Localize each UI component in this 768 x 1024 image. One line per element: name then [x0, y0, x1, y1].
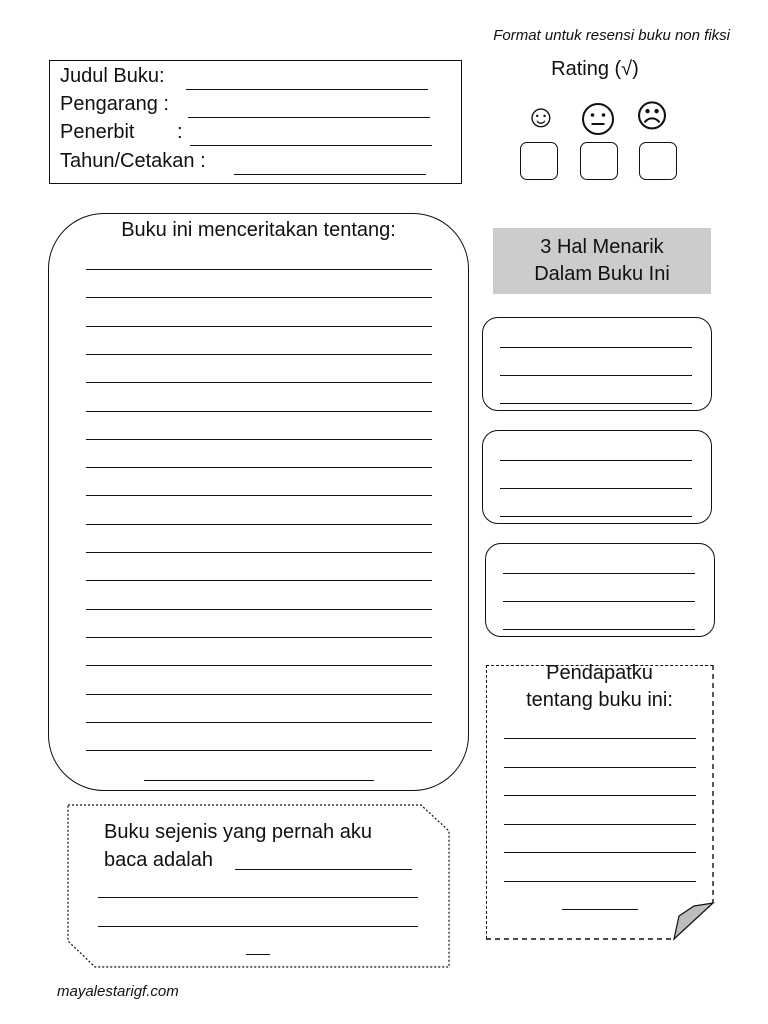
interesting-point-line[interactable] — [503, 573, 695, 574]
interesting-point-line[interactable] — [500, 347, 692, 348]
interesting-point-line[interactable] — [500, 488, 692, 489]
format-note: Format untuk resensi buku non fiksi — [493, 27, 730, 44]
title-label: Judul Buku: — [60, 65, 165, 87]
story-writing-line[interactable] — [86, 722, 432, 723]
author-blank[interactable] — [188, 117, 430, 118]
rating-title: Rating (√) — [551, 58, 639, 80]
similar-books-line1: Buku sejenis yang pernah aku — [104, 821, 372, 843]
story-box — [48, 213, 469, 791]
similar-books-prompt — [104, 818, 372, 874]
story-writing-line[interactable] — [86, 411, 432, 412]
interesting-point-line[interactable] — [500, 375, 692, 376]
interesting-point-line[interactable] — [503, 629, 695, 630]
story-writing-line[interactable] — [86, 524, 432, 525]
story-title: Buku ini menceritakan tentang: — [121, 219, 396, 241]
similar-books-line2: baca adalah — [104, 849, 213, 871]
page-curl-icon — [674, 903, 713, 939]
frowning-face-icon: ☹ — [635, 98, 669, 134]
story-writing-line[interactable] — [86, 665, 432, 666]
story-writing-line[interactable] — [86, 326, 432, 327]
opinion-writing-line[interactable] — [504, 824, 696, 825]
similar-books-line[interactable] — [98, 926, 418, 927]
story-writing-line[interactable] — [86, 269, 432, 270]
year-label: Tahun/Cetakan : — [60, 150, 206, 172]
opinion-writing-line[interactable] — [504, 738, 696, 739]
footer-credit: mayalestarigf.com — [57, 983, 179, 1000]
opinion-writing-line[interactable] — [504, 795, 696, 796]
story-writing-line[interactable] — [86, 354, 432, 355]
story-writing-line[interactable] — [86, 637, 432, 638]
opinion-title-line1: Pendapatku — [546, 662, 653, 684]
opinion-title-line2: tentang buku ini: — [526, 689, 673, 711]
publisher-colon: : — [177, 121, 183, 143]
interesting-points-title-line1: 3 Hal Menarik — [540, 236, 664, 258]
story-writing-line[interactable] — [144, 780, 374, 781]
interesting-point-box-1[interactable] — [482, 317, 712, 411]
similar-books-line[interactable] — [98, 897, 418, 898]
opinion-writing-line[interactable] — [562, 909, 638, 910]
rating-checkbox-happy[interactable] — [520, 142, 558, 180]
opinion-writing-line[interactable] — [504, 767, 696, 768]
similar-books-blank[interactable] — [235, 869, 412, 870]
interesting-point-line[interactable] — [500, 403, 692, 404]
rating-checkbox-sad[interactable] — [639, 142, 677, 180]
smiling-face-icon: ☺ — [524, 98, 558, 134]
book-info-box — [49, 60, 462, 184]
story-writing-line[interactable] — [86, 694, 432, 695]
interesting-point-line[interactable] — [500, 460, 692, 461]
interesting-points-header — [493, 228, 711, 294]
interesting-points-title-line2: Dalam Buku Ini — [534, 263, 670, 285]
story-writing-line[interactable] — [86, 580, 432, 581]
interesting-point-line[interactable] — [500, 516, 692, 517]
author-label: Pengarang : — [60, 93, 169, 115]
story-writing-line[interactable] — [86, 750, 432, 751]
story-writing-line[interactable] — [86, 495, 432, 496]
publisher-blank[interactable] — [190, 145, 432, 146]
story-writing-line[interactable] — [86, 467, 432, 468]
story-writing-line[interactable] — [86, 382, 432, 383]
interesting-point-box-3[interactable] — [485, 543, 715, 637]
story-writing-line[interactable] — [86, 439, 432, 440]
interesting-point-box-2[interactable] — [482, 430, 712, 524]
story-writing-line[interactable] — [86, 297, 432, 298]
year-blank[interactable] — [234, 174, 426, 175]
title-blank[interactable] — [186, 89, 428, 90]
story-writing-line[interactable] — [86, 609, 432, 610]
opinion-writing-line[interactable] — [504, 881, 696, 882]
similar-books-line[interactable] — [246, 954, 270, 955]
opinion-writing-line[interactable] — [504, 852, 696, 853]
opinion-title — [486, 660, 713, 714]
rating-checkbox-neutral[interactable] — [580, 142, 618, 180]
publisher-label: Penerbit — [60, 121, 135, 143]
neutral-face-icon — [578, 96, 618, 137]
interesting-point-line[interactable] — [503, 601, 695, 602]
story-writing-line[interactable] — [86, 552, 432, 553]
